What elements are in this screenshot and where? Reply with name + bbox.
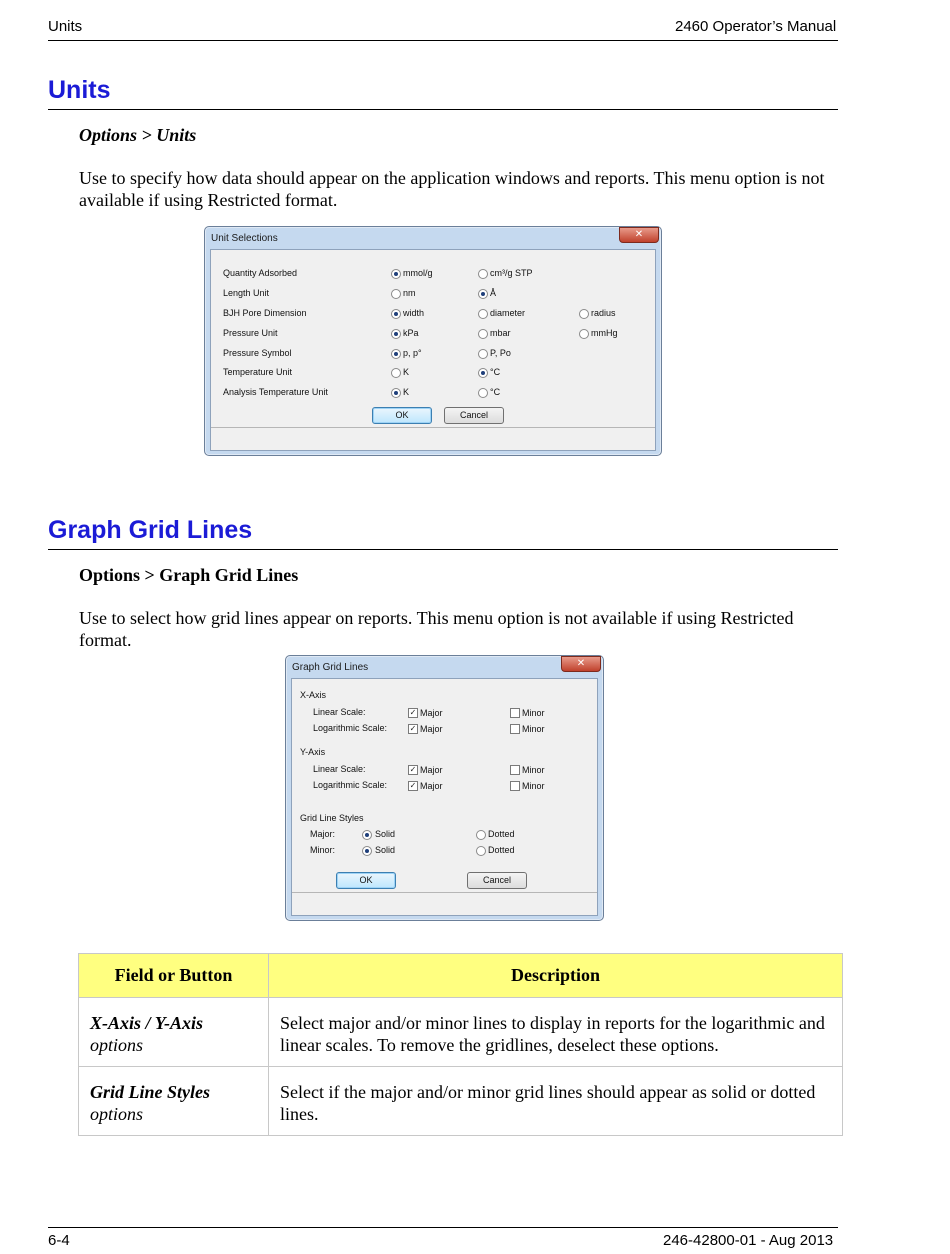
y-linear-minor-checkbox[interactable] (510, 765, 520, 775)
major-dotted-label: Dotted (488, 829, 515, 839)
unit-row-label: Pressure Symbol (223, 348, 292, 358)
x-log-label: Logarithmic Scale: (313, 723, 388, 733)
y-axis-group-label: Y-Axis (300, 747, 326, 757)
x-linear-minor-label: Minor (522, 708, 545, 718)
unit-option-radio[interactable] (478, 269, 488, 279)
unit-option-label: K (403, 367, 410, 377)
y-linear-label: Linear Scale: (313, 764, 366, 774)
running-header-section: Units (48, 18, 83, 35)
unit-row-label: Length Unit (223, 288, 270, 298)
unit-option-radio[interactable] (478, 349, 488, 359)
unit-option-label: nm (403, 288, 416, 298)
description-cell: Select major and/or minor lines to display in reports for the logarithmic and linear scales. To remove the gridlines, deselect these options. (269, 998, 843, 1067)
grid-line-styles-group-label: Grid Line Styles (300, 813, 364, 823)
unit-option-radio[interactable] (478, 329, 488, 339)
dialog-title: Unit Selections (211, 233, 278, 244)
field-name: Grid Line Styles (90, 1082, 210, 1102)
y-log-minor-checkbox[interactable] (510, 781, 520, 791)
table-header-field: Field or Button (79, 954, 269, 998)
unit-option-radio[interactable] (478, 388, 488, 398)
major-style-label: Major: (310, 829, 336, 839)
field-description-table (78, 953, 843, 1136)
unit-option-label: mmol/g (403, 268, 433, 278)
y-linear-major-label: Major (420, 765, 443, 775)
unit-option-label: P, Po (490, 348, 511, 358)
y-linear-major-checkbox[interactable]: ✓ (409, 765, 417, 774)
grid-section-title: Graph Grid Lines (48, 516, 253, 544)
x-linear-label: Linear Scale: (313, 707, 366, 717)
ok-button[interactable]: OK (336, 872, 396, 889)
grid-title-divider (48, 549, 838, 550)
unit-option-label: Å (490, 288, 497, 298)
x-log-minor-checkbox[interactable] (510, 724, 520, 734)
units-section-title: Units (48, 76, 111, 104)
table-row (79, 998, 843, 1067)
x-log-major-checkbox[interactable]: ✓ (409, 724, 417, 733)
status-bar (211, 427, 655, 450)
unit-option-label: width (403, 308, 425, 318)
unit-option-label: °C (490, 367, 501, 377)
minor-solid-radio[interactable] (362, 846, 372, 856)
field-subtitle: options (90, 1104, 144, 1124)
field-cell (79, 998, 269, 1067)
unit-selections-dialog (204, 226, 662, 456)
major-dotted-radio[interactable] (476, 830, 486, 840)
units-paragraph: Use to specify how data should appear on the application windows and reports. This menu option is not available if using Restricted format. (79, 168, 825, 210)
unit-option-radio[interactable] (478, 309, 488, 319)
unit-option-label: °C (490, 387, 501, 397)
close-icon[interactable]: ✕ (561, 656, 601, 672)
major-solid-label: Solid (375, 829, 396, 839)
unit-option-label: radius (591, 308, 616, 318)
field-cell (79, 1067, 269, 1136)
field-subtitle: options (90, 1035, 144, 1055)
unit-option-label: mmHg (591, 328, 618, 338)
minor-dotted-radio[interactable] (476, 846, 486, 856)
unit-row-label: BJH Pore Dimension (223, 308, 307, 318)
unit-option-label: diameter (490, 308, 526, 318)
units-title-divider (48, 109, 838, 110)
unit-option-label: mbar (490, 328, 511, 338)
close-icon[interactable]: ✕ (619, 227, 659, 243)
unit-option-radio[interactable] (391, 309, 401, 319)
major-solid-radio[interactable] (362, 830, 372, 840)
unit-option-radio[interactable] (579, 329, 589, 339)
dialog-body (291, 678, 598, 916)
unit-row-label: Temperature Unit (223, 367, 293, 377)
unit-option-radio[interactable] (391, 368, 401, 378)
status-bar (292, 892, 597, 915)
x-linear-major-label: Major (420, 708, 443, 718)
x-log-minor-label: Minor (522, 724, 545, 734)
document-number: 246-42800-01 - Aug 2013 (663, 1232, 834, 1249)
unit-option-label: p, p° (403, 348, 422, 358)
minor-style-label: Minor: (310, 845, 336, 855)
page-number: 6-4 (48, 1232, 70, 1249)
unit-option-label: cm³/g STP (490, 268, 533, 278)
grid-paragraph: Use to select how grid lines appear on reports. This menu option is not available if using Restricted format. (79, 608, 794, 650)
description-cell: Select if the major and/or minor grid lines should appear as solid or dotted lines. (269, 1067, 843, 1136)
x-linear-major-checkbox[interactable]: ✓ (409, 708, 417, 717)
cancel-button[interactable]: Cancel (467, 872, 527, 889)
unit-row-label: Pressure Unit (223, 328, 278, 338)
unit-option-radio[interactable] (391, 329, 401, 339)
unit-option-radio[interactable] (391, 269, 401, 279)
x-linear-minor-checkbox[interactable] (510, 708, 520, 718)
unit-row-label: Quantity Adsorbed (223, 268, 298, 278)
graph-grid-lines-dialog (285, 655, 604, 921)
units-menu-path: Options > Units (79, 125, 197, 145)
dialog-title: Graph Grid Lines (292, 662, 369, 673)
x-axis-group-label: X-Axis (300, 690, 327, 700)
unit-option-label: K (403, 387, 410, 397)
x-log-major-label: Major (420, 724, 443, 734)
footer-divider (48, 1227, 838, 1228)
y-log-minor-label: Minor (522, 781, 545, 791)
ok-button[interactable]: OK (372, 407, 432, 424)
minor-dotted-label: Dotted (488, 845, 515, 855)
minor-solid-label: Solid (375, 845, 396, 855)
y-log-major-checkbox[interactable]: ✓ (409, 781, 417, 790)
unit-row-label: Analysis Temperature Unit (223, 387, 328, 397)
unit-option-radio[interactable] (391, 349, 401, 359)
unit-option-radio[interactable] (478, 368, 488, 378)
unit-option-radio[interactable] (478, 289, 488, 299)
grid-menu-path: Options > Graph Grid Lines (79, 565, 299, 585)
unit-option-radio[interactable] (579, 309, 589, 319)
field-name: X-Axis / Y-Axis (90, 1013, 204, 1033)
y-log-major-label: Major (420, 781, 443, 791)
dialog-body (210, 249, 656, 451)
table-header-description: Description (269, 954, 843, 998)
running-header-manual: 2460 Operator’s Manual (675, 18, 837, 35)
table-row (79, 1067, 843, 1136)
unit-option-label: kPa (403, 328, 419, 338)
y-log-label: Logarithmic Scale: (313, 780, 388, 790)
cancel-button[interactable]: Cancel (444, 407, 504, 424)
y-linear-minor-label: Minor (522, 765, 545, 775)
header-divider (48, 40, 838, 41)
unit-option-radio[interactable] (391, 388, 401, 398)
unit-option-radio[interactable] (391, 289, 401, 299)
